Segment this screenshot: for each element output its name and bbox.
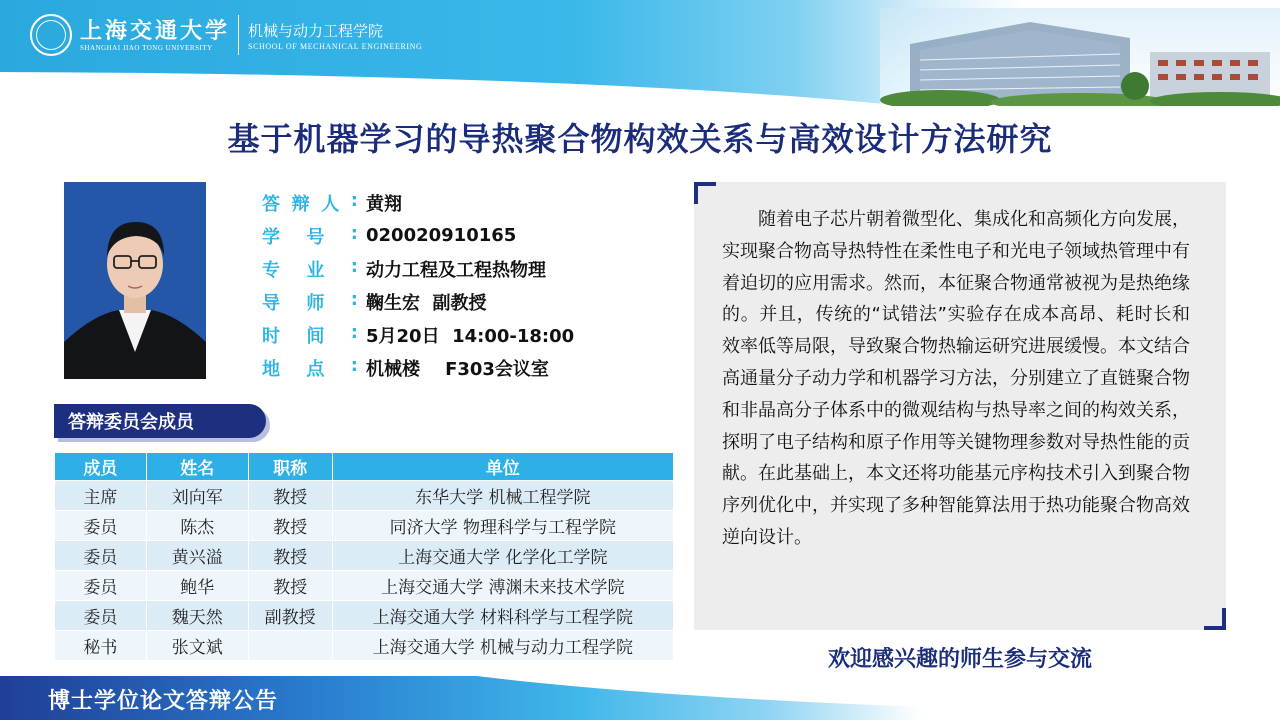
abstract-text: 随着电子芯片朝着微型化、集成化和高频化方向发展，实现聚合物高导热特性在柔性电子和光电子领域热管理中有着迫切的应用需求。然而，本征聚合物通常被视为是热绝缘的。并且，传统的“试错法”实验存在成本高昂、耗时长和效率低等局限，导致聚合物热输运研究进展缓慢。本文结合高通量分子动力学和机器学习方法，分别建立了直链聚合物和非晶高分子体系中的微观结构与热导率之间的构效关系，探明了电子结构和原子作用等关键物理参数对导热性能的贡献。在此基础上，本文还将功能基元序构技术引入到聚合物序列优化中，并实现了多种智能算法用于热功能聚合物高效逆向设计。 [722, 209, 1190, 548]
announcement-label: 博士学位论文答辩公告 [48, 688, 279, 714]
footer-band [0, 676, 1280, 720]
info-label: 时 间 : [262, 321, 358, 347]
student-id: 020020910165 [366, 225, 517, 246]
defense-location: 机械楼 F303会议室 [366, 358, 549, 380]
info-row-major [262, 252, 574, 285]
table-cell: 上海交通大学 溥渊未来技术学院 [332, 571, 673, 601]
committee-heading: 答辩委员会成员 [54, 404, 266, 438]
logo-divider [238, 15, 239, 55]
table-cell: 委员 [55, 601, 147, 631]
info-label: 学 号 : [262, 222, 358, 248]
column-header: 单位 [332, 453, 673, 481]
table-row [55, 631, 674, 661]
table-cell: 上海交通大学 化学化工学院 [332, 541, 673, 571]
table-cell [248, 631, 332, 661]
column-header: 姓名 [146, 453, 248, 481]
info-label: 地 点 : [262, 354, 358, 380]
info-label: 答 辩 人 : [262, 189, 358, 215]
info-label: 导 师 : [262, 288, 358, 314]
info-row-candidate [262, 186, 574, 219]
table-cell: 张文斌 [146, 631, 248, 661]
table-cell: 上海交通大学 材料科学与工程学院 [332, 601, 673, 631]
table-cell: 黄兴溢 [146, 541, 248, 571]
university-name-cn: 上海交通大学 [80, 18, 231, 44]
table-row [55, 571, 674, 601]
table-cell: 东华大学 机械工程学院 [332, 481, 673, 511]
university-name-en: SHANGHAI JIAO TONG UNIVERSITY [80, 44, 213, 52]
table-cell: 陈杰 [146, 511, 248, 541]
table-cell: 教授 [248, 511, 332, 541]
table-cell: 教授 [248, 481, 332, 511]
advisor: 鞠生宏 副教授 [366, 292, 487, 314]
table-cell: 副教授 [248, 601, 332, 631]
table-cell: 主席 [55, 481, 147, 511]
corner-bracket-top-left [694, 182, 716, 204]
university-logo [30, 14, 422, 56]
table-cell: 上海交通大学 机械与动力工程学院 [332, 631, 673, 661]
committee-table [54, 452, 674, 661]
table-cell: 鲍华 [146, 571, 248, 601]
table-cell: 教授 [248, 541, 332, 571]
major: 动力工程及工程热物理 [366, 259, 546, 281]
school-name-cn: 机械与动力工程学院 [248, 21, 384, 40]
column-header: 职称 [248, 453, 332, 481]
candidate-info [262, 186, 574, 384]
table-cell: 魏天然 [146, 601, 248, 631]
table-header-row [55, 453, 674, 481]
info-row-time [262, 318, 574, 351]
table-row [55, 541, 674, 571]
table-cell: 同济大学 物理科学与工程学院 [332, 511, 673, 541]
table-cell: 委员 [55, 571, 147, 601]
welcome-message: 欢迎感兴趣的师生参与交流 [827, 647, 1092, 672]
page-title: 基于机器学习的导热聚合物构效关系与高效设计方法研究 [227, 120, 1053, 158]
header-band [0, 0, 1280, 106]
campus-building-image [880, 8, 1280, 106]
info-row-advisor [262, 285, 574, 318]
candidate-photo [64, 182, 206, 379]
defense-time: 5月20日 14:00-18:00 [366, 325, 575, 347]
info-row-location [262, 351, 574, 384]
table-cell: 秘书 [55, 631, 147, 661]
table-cell: 刘向军 [146, 481, 248, 511]
table-row [55, 511, 674, 541]
seal-icon [30, 14, 72, 56]
column-header: 成员 [55, 453, 147, 481]
info-label: 专 业 : [262, 255, 358, 281]
table-row [55, 481, 674, 511]
table-cell: 教授 [248, 571, 332, 601]
info-row-student-id [262, 219, 574, 252]
table-row [55, 601, 674, 631]
table-cell: 委员 [55, 541, 147, 571]
corner-bracket-bottom-right [1204, 608, 1226, 630]
candidate-name: 黄翔 [366, 193, 402, 215]
table-cell: 委员 [55, 511, 147, 541]
school-name-en: SCHOOL OF MECHANICAL ENGINEERING [248, 41, 423, 51]
